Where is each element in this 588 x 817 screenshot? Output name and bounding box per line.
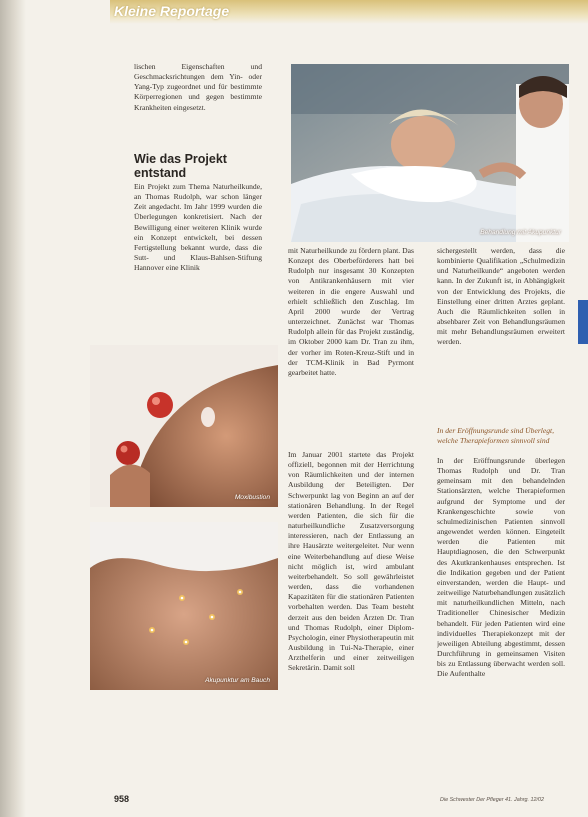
photo-illustration: [291, 64, 569, 242]
body-paragraph: Im Januar 2001 startete das Projekt offiziell, begonnen mit der Herrichtung von Räumlichkeiten und der internen Ausbildung der Beteiligten. Der Schwerpunkt lag von Beginn an auf der stationären Behandlung. In der Regel werden Patienten, die sich für die naturheilkundliche Zusatzversorgung interessieren, nach der Entlassung an ihre Hausärzte weitergeleitet. Nur wenn eine Weiterbehandlung auf diese Weise nicht möglich ist, wird ambulant weiterbehandelt. So soll gewährleistet werden, dass die vorhandenen Kapazitäten für die stationären Patienten vorbehalten werden. Das Team besteht derzeit aus den beiden Ärzten Dr. Tran und Thomas Rudolph, einer Diplom-Psychologin, einer Physiotherapeutin mit Ausbildung in Tui-Na-Therapie, einer Arzthelferin und einer zeitweiligen Sekretärin. Damit soll: [288, 450, 414, 673]
journal-source: Die Schwester Der Pfleger 41. Jahrg. 12/02: [440, 797, 544, 803]
body-column-1: [134, 182, 262, 334]
pull-quote: In der Eröffnungsrunde sind Überlegt, welche Therapieformen sinnvoll sind: [437, 426, 555, 446]
intro-paragraph: lischen Eigenschaften und Geschmacksrichtungen dem Yin- oder Yang-Typ zugeordnet und für bestimmte Körperregionen und gegen bestimmte Krankheiten eingesetzt.: [134, 62, 262, 112]
body-paragraph: In der Eröffnungsrunde überlegen Thomas Rudolph und Dr. Tran gemeinsam mit den behandelnden Stationsärzten, welche Therapieformen aufgrund der Symptome und der Krankengeschichte sowie von schulmedizinischen Patienten sinnvoll angewendet werden können. Eingeteilt werden die Patienten mit Hauptdiagnosen, die den Schwerpunkt des Akutkrankenhauses entsprechen. Ist die Indikation gegeben und der Patient einverstanden, werden die Haupt- und zeitweilige Naturbehandlungen zusätzlich mit naturheilkundlichen Mitteln, nach Traditioneller Chinesischer Medizin behandelt. Für jeden Patienten wird eine individuelles Therapiekonzept mit der jeweiligen Abteilung abgestimmt, dessen Durchführung in gemeinsamen Visiten bis zu Entlassung überwacht werden soll. Die Aufenthalte: [437, 456, 565, 679]
photo-abdominal-acupuncture: [90, 522, 278, 690]
photo-caption: Moxibustion: [234, 494, 270, 501]
body-paragraph: sichergestellt werden, dass die kombinierte Qualifikation „Schulmedizin und Naturheilkunde“ angeboten werden kann. In der Zukunft ist, in Abhängigkeit von der Entwicklung des Projekts, die Einstellung einer dritten Arztes geplant. Auch die Räumlichkeiten sollen in absehbarer Zeit von Behandlungsräumen mit mehr Behandlungsräumen erweitert werden.: [437, 246, 565, 347]
photo-caption: Akupunktur am Bauch: [205, 677, 270, 684]
binding-shadow: [0, 0, 26, 817]
page-number: 958: [114, 794, 130, 804]
photo-illustration: [90, 522, 278, 690]
body-paragraph: Ein Projekt zum Thema Naturheilkunde, an Thomas Rudolph, war schon länger Zeit angedacht. Im Jahr 1999 wurden die Überlegungen konkretisiert. Nach der Bewilligung einer weiteren Klinik wurde ein Konzept entwickelt, bei dessen Fertigstellung bekannt wurde, dass die Sutt- und Klaus-Bahlsen-Stiftung Hannover eine Klinik: [134, 182, 262, 273]
body-column-2-bottom: [288, 450, 414, 796]
body-column-3-top: [437, 246, 565, 426]
body-column-2-top: [288, 246, 414, 446]
photo-moxibustion: [90, 345, 278, 507]
photo-patient-acupuncture: [291, 64, 569, 242]
photo-caption: Behandlung mit Akupunktur: [480, 229, 561, 236]
body-column-3-bottom: [437, 456, 565, 796]
photo-illustration: [90, 345, 278, 507]
subheading: Wie das Projekt entstand: [134, 152, 227, 180]
intro-text: [134, 62, 262, 152]
section-tab-marker: [578, 300, 588, 344]
section-title: Kleine Reportage: [114, 3, 230, 19]
body-paragraph: mit Naturheilkunde zu fördern plant. Das Konzept des Oberbeförderers hatt bei Rudolph nur insgesamt 30 Konzepten von Antikrankenhäusern mit vier weiteren in die engere Auswahl und erhielt schließlich den Zuschlag. Im April 2000 wurde der Vertrag unterzeichnet. Zunächst war Thomas Rudolph allein für das Projekt zuständig, im Oktober 2000 kam Dr. Tran zu ihm, der vorher im Roten-Kreuz-Stift und in der TCM-Klinik in Bad Pyrmont gearbeitet hatte.: [288, 246, 414, 377]
